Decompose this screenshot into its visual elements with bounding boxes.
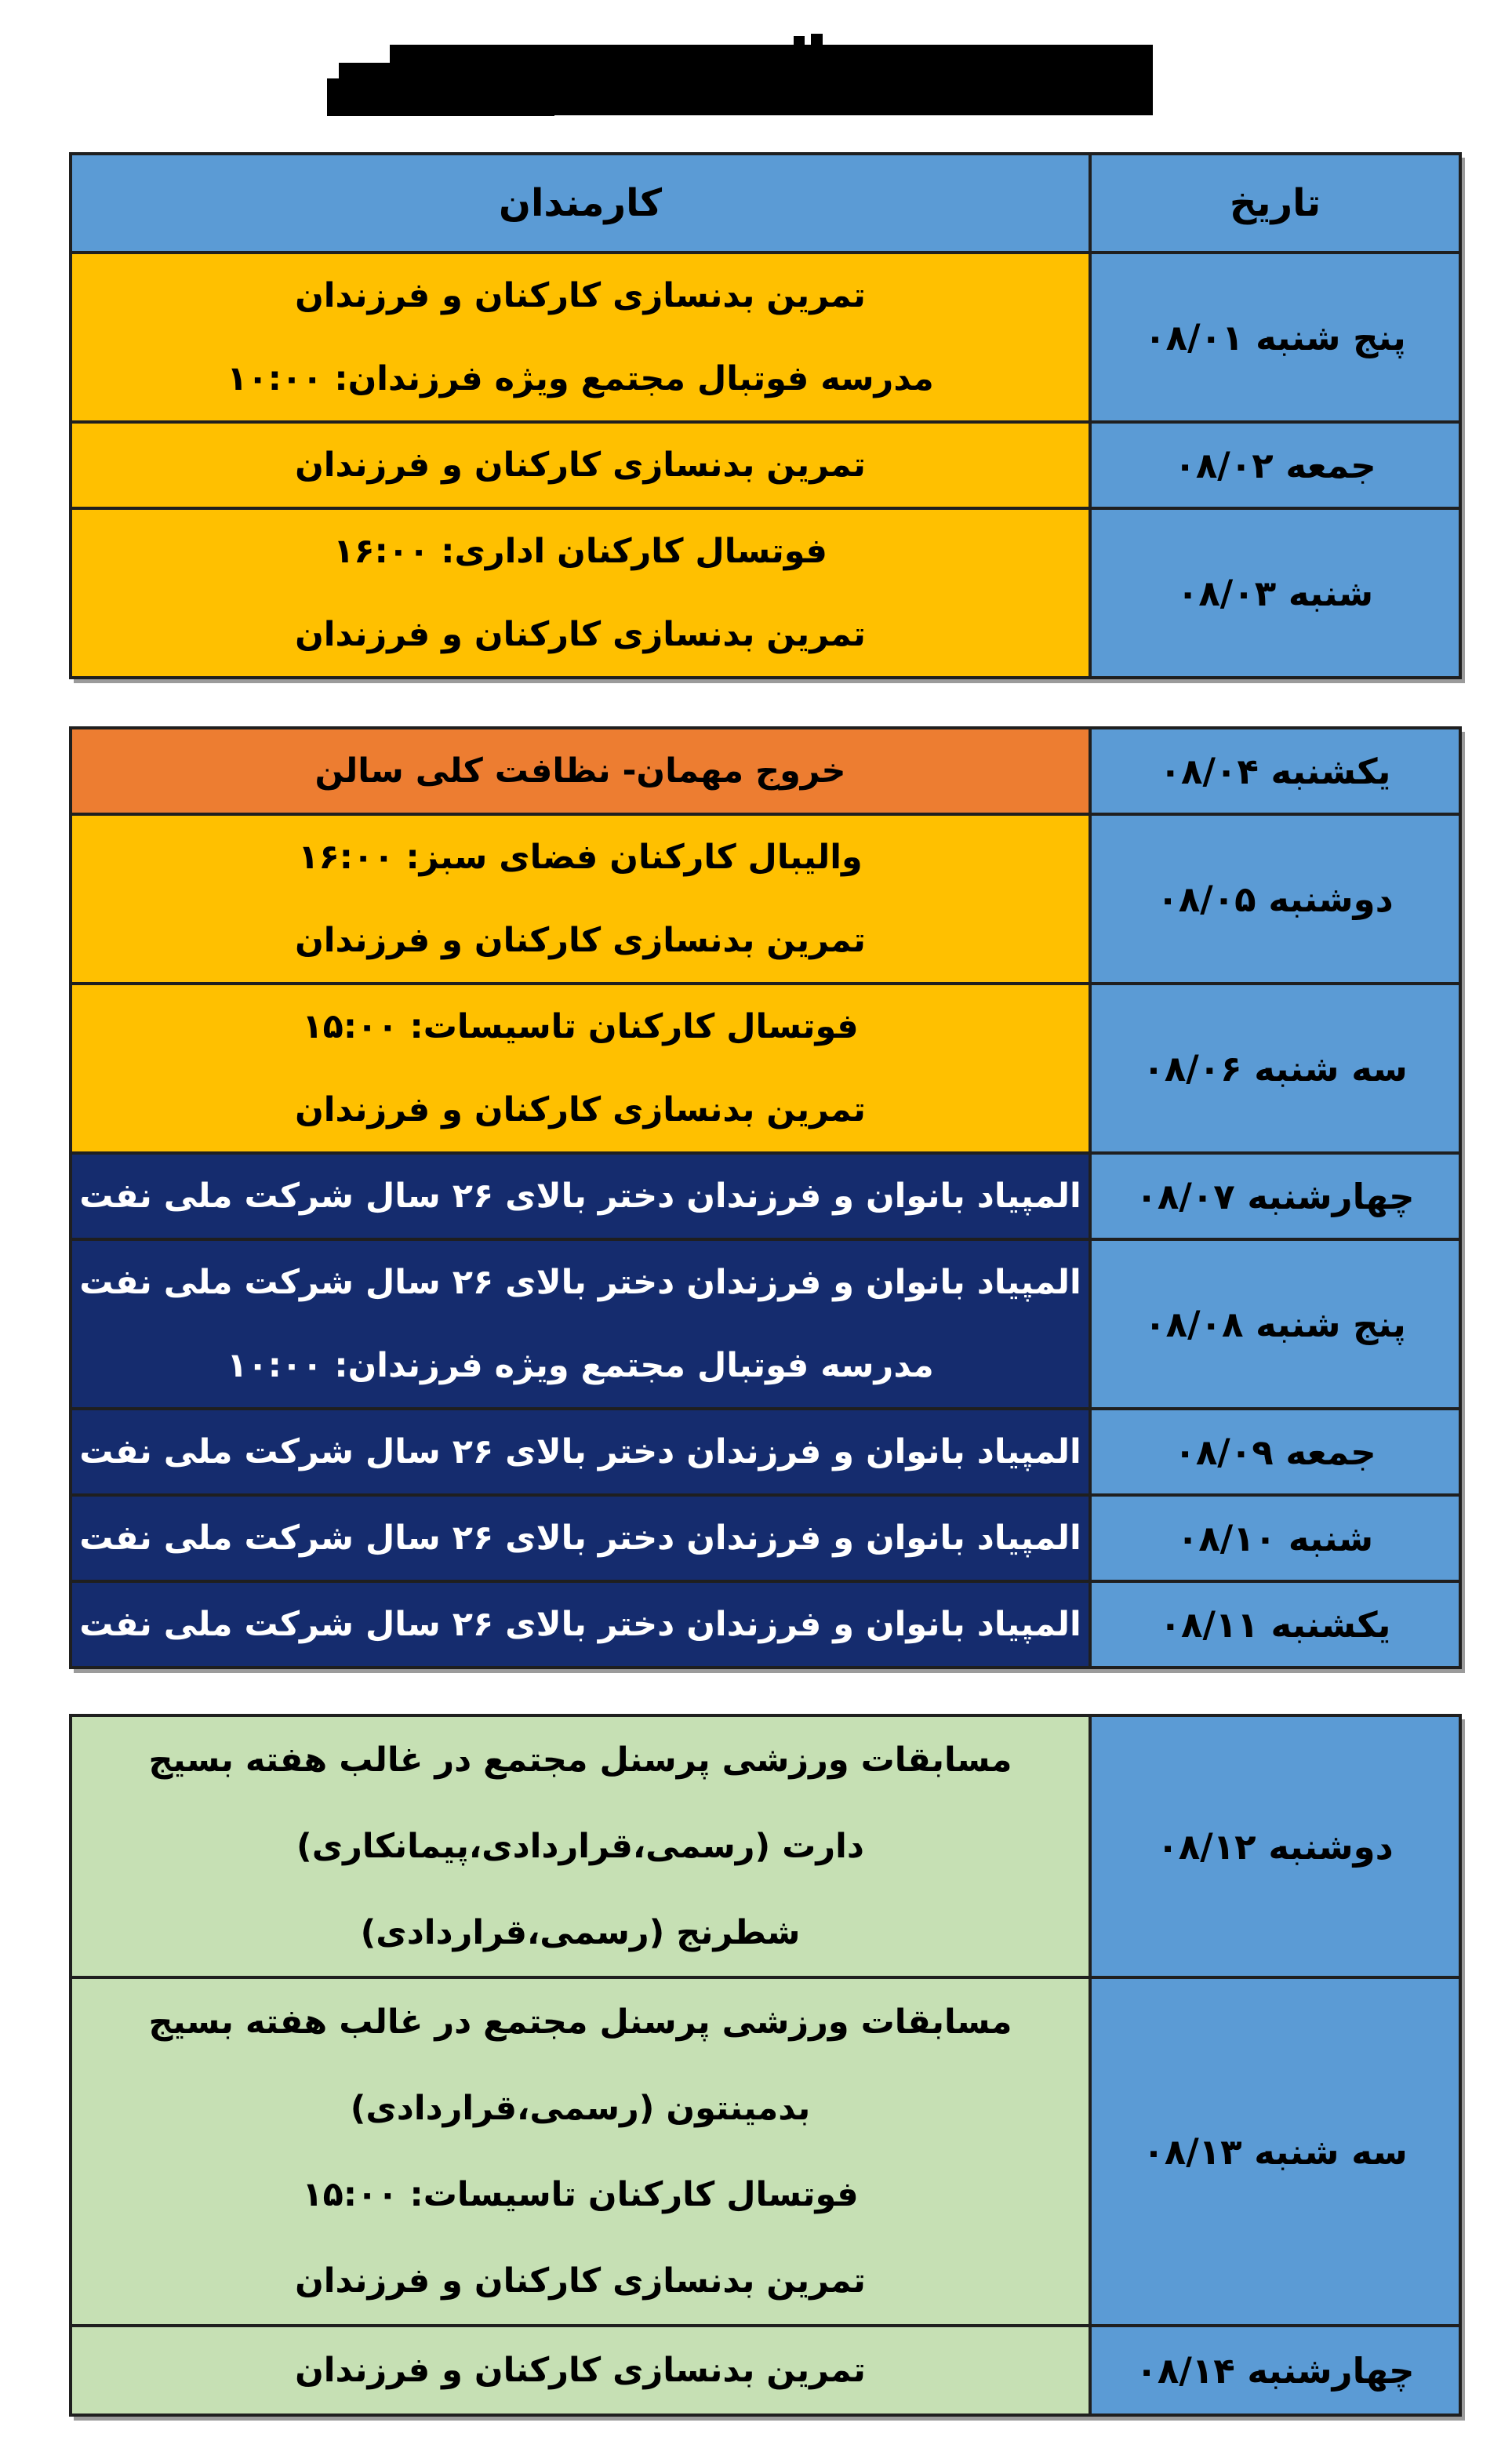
date-cell (1090, 253, 1460, 422)
activity-line: المپیاد بانوان و فرزندان دختر بالای ۲۶ سال شرکت ملی نفت (79, 1262, 1081, 1302)
activities-cell (71, 1409, 1090, 1495)
date-label: پنج شنبه ۰۸/۰۸ (1144, 1303, 1406, 1345)
employees-header-label: کارمندان (498, 181, 663, 225)
schedule-row (71, 1581, 1460, 1668)
activity-line: تمرین بدنسازی کارکنان و فرزندان (295, 275, 866, 315)
activities-cell (71, 1153, 1090, 1239)
activity-line: بدمینتون (رسمی،قراردادی) (350, 2088, 811, 2128)
redaction-bar (327, 78, 554, 116)
date-label: دوشنبه ۰۸/۱۲ (1157, 1825, 1394, 1868)
date-cell (1090, 1977, 1460, 2326)
activities-cell (71, 253, 1090, 422)
date-label: سه شنبه ۰۸/۰۶ (1143, 1047, 1408, 1089)
date-label: جمعه ۰۸/۰۲ (1174, 444, 1376, 486)
schedule-row (71, 1153, 1460, 1239)
schedule-row (71, 253, 1460, 422)
date-cell (1090, 1153, 1460, 1239)
schedule-table (69, 1714, 1462, 2417)
schedule-table (69, 726, 1462, 1669)
date-label: شنبه ۰۸/۰۳ (1176, 572, 1374, 614)
date-label: یکشنبه ۰۸/۰۴ (1159, 750, 1391, 792)
schedule-row (71, 2326, 1460, 2415)
date-column-header (1090, 154, 1460, 253)
date-label: دوشنبه ۰۸/۰۵ (1157, 878, 1394, 920)
date-cell (1090, 1715, 1460, 1977)
date-cell (1090, 508, 1460, 678)
activities-cell (71, 984, 1090, 1153)
schedule-table (69, 152, 1462, 679)
schedule-row (71, 422, 1460, 508)
activity-line: تمرین بدنسازی کارکنان و فرزندان (295, 2350, 866, 2390)
schedule-row (71, 1239, 1460, 1409)
activity-line: مسابقات ورزشی پرسنل مجتمع در غالب هفته بسیج (148, 1740, 1012, 1780)
activity-line: تمرین بدنسازی کارکنان و فرزندان (295, 1089, 866, 1129)
activity-line: المپیاد بانوان و فرزندان دختر بالای ۲۶ سال شرکت ملی نفت (79, 1604, 1081, 1644)
date-cell (1090, 728, 1460, 814)
date-cell (1090, 814, 1460, 984)
date-cell (1090, 1409, 1460, 1495)
activity-line: مدرسه فوتبال مجتمع ویژه فرزندان: ۱۰:۰۰ (227, 358, 934, 398)
activities-cell (71, 1715, 1090, 1977)
activities-cell (71, 814, 1090, 984)
redaction-tick (794, 36, 805, 50)
date-label: شنبه ۰۸/۱۰ (1176, 1517, 1374, 1559)
activity-line: تمرین بدنسازی کارکنان و فرزندان (295, 614, 866, 654)
date-cell (1090, 1581, 1460, 1668)
activities-cell (71, 1977, 1090, 2326)
date-cell (1090, 1239, 1460, 1409)
date-label: چهارشنبه ۰۸/۱۴ (1136, 2349, 1415, 2392)
date-cell (1090, 1495, 1460, 1581)
activities-cell (71, 728, 1090, 814)
redaction-bar (549, 75, 1153, 115)
date-label: جمعه ۰۸/۰۹ (1174, 1431, 1376, 1473)
schedule-row (71, 1409, 1460, 1495)
schedule-row (71, 1495, 1460, 1581)
date-header-label: تاریخ (1229, 181, 1321, 225)
header-row (71, 154, 1460, 253)
activity-line: مدرسه فوتبال مجتمع ویژه فرزندان: ۱۰:۰۰ (227, 1345, 934, 1385)
activity-line: فوتسال کارکنان تاسیسات: ۱۵:۰۰ (302, 2174, 859, 2214)
activities-cell (71, 1239, 1090, 1409)
activity-line: تمرین بدنسازی کارکنان و فرزندان (295, 445, 866, 485)
activity-line: مسابقات ورزشی پرسنل مجتمع در غالب هفته بسیج (148, 2002, 1012, 2042)
activity-line: والیبال کارکنان فضای سبز: ۱۶:۰۰ (298, 837, 863, 877)
activity-line: تمرین بدنسازی کارکنان و فرزندان (295, 920, 866, 960)
activity-line: المپیاد بانوان و فرزندان دختر بالای ۲۶ سال شرکت ملی نفت (79, 1518, 1081, 1558)
activities-cell (71, 1495, 1090, 1581)
date-cell (1090, 984, 1460, 1153)
activities-cell (71, 422, 1090, 508)
date-label: چهارشنبه ۰۸/۰۷ (1136, 1175, 1415, 1217)
activities-cell (71, 1581, 1090, 1668)
activity-line: تمرین بدنسازی کارکنان و فرزندان (295, 2261, 866, 2301)
schedule-row (71, 728, 1460, 814)
activity-line: المپیاد بانوان و فرزندان دختر بالای ۲۶ سال شرکت ملی نفت (79, 1176, 1081, 1216)
employees-column-header (71, 154, 1090, 253)
schedule-row (71, 984, 1460, 1153)
activity-line: خروج مهمان- نظافت کلی سالن (314, 751, 846, 791)
activities-cell (71, 2326, 1090, 2415)
activity-line: شطرنج (رسمی،قراردادی) (360, 1912, 801, 1952)
activity-line: دارت (رسمی،قراردادی،پیمانکاری) (296, 1826, 864, 1866)
date-label: سه شنبه ۰۸/۱۳ (1143, 2130, 1408, 2173)
schedule-row (71, 1715, 1460, 1977)
date-label: پنج شنبه ۰۸/۰۱ (1144, 316, 1406, 358)
schedule-row (71, 814, 1460, 984)
activity-line: فوتسال کارکنان تاسیسات: ۱۵:۰۰ (302, 1006, 859, 1046)
schedule-row (71, 508, 1460, 678)
date-cell (1090, 422, 1460, 508)
schedule-row (71, 1977, 1460, 2326)
activity-line: المپیاد بانوان و فرزندان دختر بالای ۲۶ سال شرکت ملی نفت (79, 1431, 1081, 1471)
date-cell (1090, 2326, 1460, 2415)
redaction-bar (820, 45, 860, 56)
date-label: یکشنبه ۰۸/۱۱ (1159, 1603, 1391, 1646)
activity-line: فوتسال کارکنان اداری: ۱۶:۰۰ (333, 531, 827, 571)
activities-cell (71, 508, 1090, 678)
